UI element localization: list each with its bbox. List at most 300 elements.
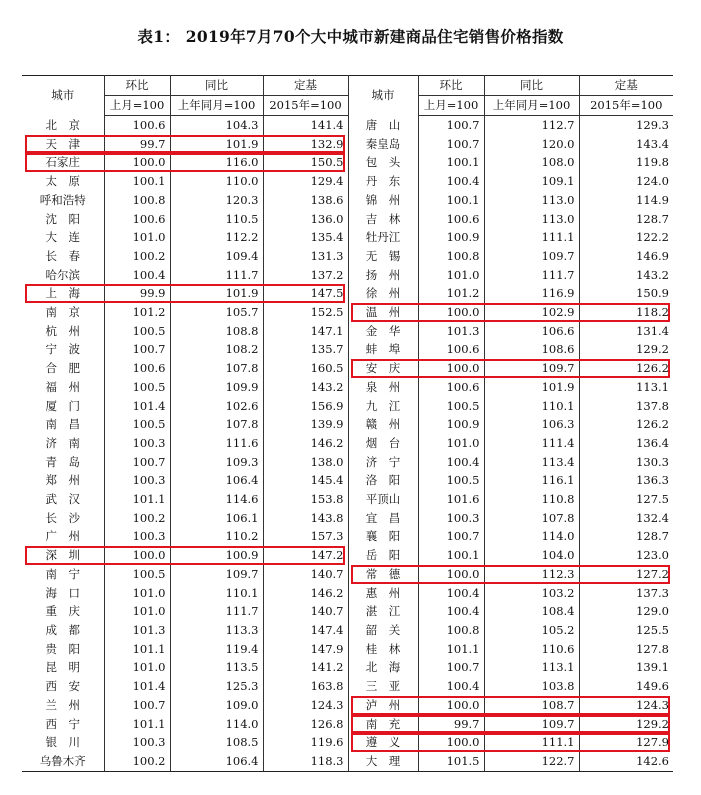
yoy-cell-right: 102.9 [484, 303, 579, 322]
fixed-cell-left: 141.2 [263, 658, 348, 677]
city-cell-right: 岳 阳 [348, 546, 418, 565]
mom-cell-right: 100.8 [418, 247, 484, 266]
mom-cell-left: 101.0 [104, 602, 170, 621]
table-row [22, 490, 673, 509]
fixed-cell-right: 114.9 [636, 192, 669, 207]
yoy-cell-left: 107.8 [170, 359, 263, 378]
fixed-cell-left: 163.8 [263, 677, 348, 696]
header-yoy-left: 同比 [170, 76, 263, 96]
subheader-mom-left: 上月=100 [104, 96, 170, 116]
table-row [22, 658, 673, 677]
mom-cell-left: 100.7 [104, 340, 170, 359]
city-cell-left: 宁 波 [22, 340, 104, 359]
mom-cell-left: 100.2 [104, 247, 170, 266]
table-row [22, 752, 673, 771]
fixed-cell-right: 139.1 [636, 660, 669, 675]
city-cell-left: 海 口 [22, 584, 104, 603]
city-cell-left: 石家庄 [22, 153, 104, 172]
mom-cell-left: 100.6 [104, 359, 170, 378]
yoy-cell-left: 113.5 [170, 658, 263, 677]
mom-cell-right: 101.6 [418, 490, 484, 509]
yoy-cell-left: 105.7 [170, 303, 263, 322]
fixed-cell-left: 126.8 [263, 715, 348, 734]
mom-cell-right: 101.0 [418, 434, 484, 453]
city-cell-left: 沈 阳 [22, 210, 104, 229]
yoy-cell-left: 109.4 [170, 247, 263, 266]
table-row [22, 266, 673, 285]
table-row [22, 359, 673, 378]
subheader-yoy-right: 上年同月=100 [484, 96, 579, 116]
city-cell-left: 南 宁 [22, 565, 104, 584]
mom-cell-right: 100.7 [418, 658, 484, 677]
yoy-cell-right: 101.9 [484, 378, 579, 397]
fixed-cell-left: 129.4 [263, 172, 348, 191]
city-cell-right: 牡丹江 [348, 228, 418, 247]
fixed-cell-left: 131.3 [263, 247, 348, 266]
yoy-cell-left: 109.0 [170, 696, 263, 715]
yoy-cell-left: 111.7 [170, 602, 263, 621]
yoy-cell-left: 114.0 [170, 715, 263, 734]
mom-cell-right: 100.7 [418, 527, 484, 546]
subheader-yoy-left: 上年同月=100 [170, 96, 263, 116]
fixed-cell-left: 132.9 [263, 135, 348, 154]
city-cell-left: 南 昌 [22, 415, 104, 434]
mom-cell-right: 101.2 [418, 284, 484, 303]
city-cell-right: 金 华 [348, 322, 418, 341]
yoy-cell-right: 109.7 [484, 247, 579, 266]
mom-cell-left: 100.6 [104, 116, 170, 135]
city-cell-left: 太 原 [22, 172, 104, 191]
mom-cell-left: 101.4 [104, 677, 170, 696]
mom-cell-right: 100.4 [418, 602, 484, 621]
mom-cell-right: 100.4 [418, 677, 484, 696]
yoy-cell-right: 103.2 [484, 584, 579, 603]
city-cell-left: 广 州 [22, 527, 104, 546]
yoy-cell-left: 109.7 [170, 565, 263, 584]
fixed-cell-right: 122.2 [636, 230, 669, 245]
table-row [22, 696, 673, 715]
yoy-cell-left: 108.8 [170, 322, 263, 341]
mom-cell-right: 100.5 [418, 397, 484, 416]
city-cell-right: 扬 州 [348, 266, 418, 285]
yoy-cell-right: 112.7 [484, 116, 579, 135]
table-row [22, 172, 673, 191]
fixed-cell-right: 129.2 [636, 342, 669, 357]
yoy-cell-left: 102.6 [170, 397, 263, 416]
fixed-cell-left: 147.1 [263, 322, 348, 341]
yoy-cell-right: 113.1 [484, 658, 579, 677]
mom-cell-left: 100.5 [104, 378, 170, 397]
table-row [22, 303, 673, 322]
yoy-cell-left: 116.0 [170, 153, 263, 172]
mom-cell-left: 100.2 [104, 752, 170, 771]
mom-cell-left: 101.1 [104, 715, 170, 734]
fixed-cell-right: 119.8 [636, 155, 669, 170]
city-cell-left: 杭 州 [22, 322, 104, 341]
fixed-cell-left: 140.7 [263, 602, 348, 621]
fixed-cell-right: 123.0 [636, 548, 669, 563]
yoy-cell-right: 111.1 [484, 228, 579, 247]
mom-cell-left: 101.2 [104, 303, 170, 322]
fixed-cell-right: 149.6 [636, 679, 669, 694]
mom-cell-left: 100.4 [104, 266, 170, 285]
mom-cell-right: 100.7 [418, 116, 484, 135]
yoy-cell-right: 108.4 [484, 602, 579, 621]
city-cell-left: 济 南 [22, 434, 104, 453]
fixed-cell-left: 152.5 [263, 303, 348, 322]
city-cell-right: 三 亚 [348, 677, 418, 696]
fixed-cell-right: 131.4 [636, 323, 669, 338]
table-row [22, 340, 673, 359]
header-row [22, 76, 673, 96]
fixed-cell-right: 127.5 [636, 492, 669, 507]
yoy-cell-left: 111.6 [170, 434, 263, 453]
fixed-cell-right: 127.8 [636, 641, 669, 656]
table-row [22, 322, 673, 341]
fixed-cell-right: 136.3 [636, 473, 669, 488]
yoy-cell-right: 110.1 [484, 397, 579, 416]
city-cell-right: 韶 关 [348, 621, 418, 640]
yoy-cell-right: 108.7 [484, 696, 579, 715]
city-cell-left: 呼和浩特 [22, 191, 104, 210]
mom-cell-right: 100.4 [418, 172, 484, 191]
fixed-cell-left: 140.7 [263, 565, 348, 584]
mom-cell-right: 100.7 [418, 135, 484, 154]
yoy-cell-left: 110.2 [170, 527, 263, 546]
city-cell-right: 南 充 [348, 715, 418, 734]
mom-cell-left: 101.1 [104, 640, 170, 659]
yoy-cell-left: 101.9 [170, 284, 263, 303]
mom-cell-right: 99.7 [418, 715, 484, 734]
table-row [22, 584, 673, 603]
mom-cell-left: 100.3 [104, 471, 170, 490]
yoy-cell-left: 108.2 [170, 340, 263, 359]
fixed-cell-left: 147.9 [263, 640, 348, 659]
yoy-cell-right: 113.0 [484, 210, 579, 229]
fixed-cell-right: 136.4 [636, 435, 669, 450]
price-index-table [22, 75, 673, 772]
table-row [22, 527, 673, 546]
city-cell-left: 银 川 [22, 733, 104, 752]
fixed-cell-left: 118.3 [263, 752, 348, 771]
mom-cell-left: 101.0 [104, 228, 170, 247]
fixed-cell-left: 143.2 [263, 378, 348, 397]
table-row [22, 509, 673, 528]
city-cell-left: 兰 州 [22, 696, 104, 715]
city-cell-right: 惠 州 [348, 584, 418, 603]
fixed-cell-right: 137.3 [636, 585, 669, 600]
fixed-cell-left: 124.3 [263, 696, 348, 715]
city-cell-right: 常 德 [348, 565, 418, 584]
yoy-cell-right: 122.7 [484, 752, 579, 771]
yoy-cell-right: 113.4 [484, 453, 579, 472]
table-row [22, 565, 673, 584]
fixed-cell-left: 160.5 [263, 359, 348, 378]
fixed-cell-left: 138.6 [263, 191, 348, 210]
table-row [22, 453, 673, 472]
yoy-cell-left: 110.0 [170, 172, 263, 191]
mom-cell-left: 101.3 [104, 621, 170, 640]
yoy-cell-right: 114.0 [484, 527, 579, 546]
yoy-cell-right: 109.7 [484, 715, 579, 734]
mom-cell-right: 100.0 [418, 696, 484, 715]
yoy-cell-left: 106.4 [170, 752, 263, 771]
mom-cell-left: 101.0 [104, 658, 170, 677]
header-mom-left: 环比 [104, 76, 170, 96]
city-cell-right: 烟 台 [348, 434, 418, 453]
fixed-cell-left: 146.2 [263, 434, 348, 453]
city-cell-right: 襄 阳 [348, 527, 418, 546]
yoy-cell-left: 106.1 [170, 509, 263, 528]
city-cell-right: 徐 州 [348, 284, 418, 303]
fixed-cell-right: 113.1 [636, 379, 669, 394]
city-cell-left: 南 京 [22, 303, 104, 322]
city-cell-left: 福 州 [22, 378, 104, 397]
table-row [22, 621, 673, 640]
mom-cell-left: 100.3 [104, 527, 170, 546]
mom-cell-right: 100.1 [418, 546, 484, 565]
mom-cell-right: 101.0 [418, 266, 484, 285]
mom-cell-left: 100.5 [104, 415, 170, 434]
header-fixed-left: 定基 [263, 76, 348, 96]
yoy-cell-right: 109.7 [484, 359, 579, 378]
mom-cell-left: 101.4 [104, 397, 170, 416]
header-city-right: 城市 [348, 76, 418, 116]
city-cell-right: 遵 义 [348, 733, 418, 752]
mom-cell-right: 100.1 [418, 191, 484, 210]
fixed-cell-right: 129.3 [636, 118, 669, 132]
yoy-cell-left: 106.4 [170, 471, 263, 490]
mom-cell-right: 100.3 [418, 509, 484, 528]
fixed-cell-right: 129.2 [636, 716, 669, 731]
yoy-cell-right: 110.6 [484, 640, 579, 659]
city-cell-left: 乌鲁木齐 [22, 752, 104, 771]
fixed-cell-left: 136.0 [263, 210, 348, 229]
table-row [22, 228, 673, 247]
mom-cell-left: 100.5 [104, 565, 170, 584]
yoy-cell-right: 109.1 [484, 172, 579, 191]
fixed-cell-right: 125.5 [636, 622, 669, 637]
fixed-cell-right: 118.2 [636, 305, 669, 320]
fixed-cell-left: 145.4 [263, 471, 348, 490]
fixed-cell-left: 156.9 [263, 397, 348, 416]
fixed-cell-left: 137.2 [263, 266, 348, 285]
yoy-cell-right: 111.4 [484, 434, 579, 453]
fixed-cell-right: 132.4 [636, 510, 669, 525]
subheader-fixed-left: 2015年=100 [263, 96, 348, 116]
yoy-cell-right: 105.2 [484, 621, 579, 640]
city-cell-right: 济 宁 [348, 453, 418, 472]
city-cell-right: 无 锡 [348, 247, 418, 266]
city-cell-right: 北 海 [348, 658, 418, 677]
fixed-cell-right: 143.4 [636, 136, 669, 151]
yoy-cell-left: 109.9 [170, 378, 263, 397]
city-cell-left: 天 津 [22, 135, 104, 154]
city-cell-left: 长 春 [22, 247, 104, 266]
fixed-cell-right: 130.3 [636, 454, 669, 469]
yoy-cell-left: 114.6 [170, 490, 263, 509]
city-cell-left: 武 汉 [22, 490, 104, 509]
fixed-cell-right: 137.8 [636, 398, 669, 413]
yoy-cell-right: 112.3 [484, 565, 579, 584]
table-row [22, 471, 673, 490]
mom-cell-right: 100.0 [418, 359, 484, 378]
table-row [22, 640, 673, 659]
yoy-cell-left: 125.3 [170, 677, 263, 696]
yoy-cell-right: 103.8 [484, 677, 579, 696]
mom-cell-right: 100.0 [418, 303, 484, 322]
table-row [22, 415, 673, 434]
subheader-fixed-right: 2015年=100 [579, 96, 673, 116]
fixed-cell-left: 138.0 [263, 453, 348, 472]
mom-cell-left: 100.0 [104, 546, 170, 565]
mom-cell-right: 100.6 [418, 210, 484, 229]
city-cell-right: 蚌 埠 [348, 340, 418, 359]
yoy-cell-left: 120.3 [170, 191, 263, 210]
fixed-cell-right: 143.2 [636, 267, 669, 282]
fixed-cell-right: 126.2 [636, 361, 669, 376]
table-row [22, 397, 673, 416]
fixed-cell-left: 139.9 [263, 415, 348, 434]
fixed-cell-right: 128.7 [636, 529, 669, 544]
fixed-cell-right: 126.2 [636, 417, 669, 432]
yoy-cell-left: 111.7 [170, 266, 263, 285]
city-cell-left: 厦 门 [22, 397, 104, 416]
city-cell-left: 贵 阳 [22, 640, 104, 659]
mom-cell-right: 100.1 [418, 153, 484, 172]
fixed-cell-left: 150.5 [263, 153, 348, 172]
city-cell-right: 大 理 [348, 752, 418, 771]
table-row [22, 434, 673, 453]
table-row [22, 191, 673, 210]
fixed-cell-right: 128.7 [636, 211, 669, 226]
city-cell-left: 成 都 [22, 621, 104, 640]
city-cell-right: 丹 东 [348, 172, 418, 191]
mom-cell-right: 100.0 [418, 733, 484, 752]
fixed-cell-right: 146.9 [636, 248, 669, 263]
mom-cell-right: 100.4 [418, 584, 484, 603]
city-cell-right: 湛 江 [348, 602, 418, 621]
table-row [22, 153, 673, 172]
city-cell-right: 包 头 [348, 153, 418, 172]
city-cell-right: 洛 阳 [348, 471, 418, 490]
fixed-cell-left: 119.6 [263, 733, 348, 752]
city-cell-right: 安 庆 [348, 359, 418, 378]
fixed-cell-right: 127.2 [636, 566, 669, 581]
table-row [22, 247, 673, 266]
table-row [22, 378, 673, 397]
mom-cell-left: 100.8 [104, 191, 170, 210]
fixed-cell-right: 129.0 [636, 604, 669, 619]
mom-cell-right: 100.6 [418, 378, 484, 397]
yoy-cell-left: 100.9 [170, 546, 263, 565]
city-cell-right: 泉 州 [348, 378, 418, 397]
mom-cell-right: 100.0 [418, 565, 484, 584]
mom-cell-right: 101.1 [418, 640, 484, 659]
header-yoy-right: 同比 [484, 76, 579, 96]
yoy-cell-right: 116.9 [484, 284, 579, 303]
city-cell-right: 锦 州 [348, 191, 418, 210]
yoy-cell-right: 111.7 [484, 266, 579, 285]
city-cell-left: 西 宁 [22, 715, 104, 734]
yoy-cell-left: 112.2 [170, 228, 263, 247]
table-row [22, 733, 673, 752]
city-cell-left: 合 肥 [22, 359, 104, 378]
table-row [22, 135, 673, 154]
fixed-cell-right: 124.3 [636, 697, 669, 712]
yoy-cell-right: 116.1 [484, 471, 579, 490]
city-cell-left: 北 京 [22, 116, 104, 135]
city-cell-right: 泸 州 [348, 696, 418, 715]
mom-cell-right: 100.5 [418, 471, 484, 490]
city-cell-left: 深 圳 [22, 546, 104, 565]
yoy-cell-right: 111.1 [484, 733, 579, 752]
mom-cell-left: 100.5 [104, 322, 170, 341]
fixed-cell-right: 124.0 [636, 174, 669, 189]
subheader-mom-right: 上月=100 [418, 96, 484, 116]
fixed-cell-left: 147.5 [263, 284, 348, 303]
fixed-cell-left: 141.4 [263, 116, 348, 135]
mom-cell-left: 101.1 [104, 490, 170, 509]
fixed-cell-left: 147.4 [263, 621, 348, 640]
mom-cell-left: 100.3 [104, 434, 170, 453]
table-row [22, 116, 673, 135]
mom-cell-right: 100.6 [418, 340, 484, 359]
fixed-cell-left: 157.3 [263, 527, 348, 546]
subheader-row [22, 96, 673, 116]
yoy-cell-left: 109.3 [170, 453, 263, 472]
header-fixed-right: 定基 [579, 76, 673, 96]
city-cell-right: 唐 山 [348, 116, 418, 135]
city-cell-left: 郑 州 [22, 471, 104, 490]
yoy-cell-right: 104.0 [484, 546, 579, 565]
mom-cell-left: 100.7 [104, 453, 170, 472]
yoy-cell-right: 113.0 [484, 191, 579, 210]
yoy-cell-right: 108.6 [484, 340, 579, 359]
city-cell-left: 哈尔滨 [22, 266, 104, 285]
table-title: 表1： 2019年7月70个大中城市新建商品住宅销售价格指数 [137, 27, 564, 46]
mom-cell-left: 99.7 [104, 135, 170, 154]
yoy-cell-left: 110.5 [170, 210, 263, 229]
city-cell-right: 九 江 [348, 397, 418, 416]
fixed-cell-left: 147.2 [263, 546, 348, 565]
city-cell-right: 秦皇岛 [348, 135, 418, 154]
city-cell-left: 长 沙 [22, 509, 104, 528]
city-cell-right: 桂 林 [348, 640, 418, 659]
yoy-cell-right: 120.0 [484, 135, 579, 154]
city-cell-left: 重 庆 [22, 602, 104, 621]
mom-cell-right: 100.9 [418, 415, 484, 434]
mom-cell-left: 100.0 [104, 153, 170, 172]
table-row [22, 715, 673, 734]
fixed-cell-left: 143.8 [263, 509, 348, 528]
mom-cell-right: 100.9 [418, 228, 484, 247]
header-mom-right: 环比 [418, 76, 484, 96]
fixed-cell-right: 127.9 [636, 735, 669, 750]
table-row [22, 677, 673, 696]
yoy-cell-left: 104.3 [170, 116, 263, 135]
fixed-cell-right: 150.9 [636, 286, 669, 301]
yoy-cell-right: 106.6 [484, 322, 579, 341]
mom-cell-left: 100.6 [104, 210, 170, 229]
mom-cell-right: 101.5 [418, 752, 484, 771]
yoy-cell-right: 106.3 [484, 415, 579, 434]
city-cell-right: 赣 州 [348, 415, 418, 434]
city-cell-right: 吉 林 [348, 210, 418, 229]
table-row [22, 602, 673, 621]
city-cell-left: 青 岛 [22, 453, 104, 472]
yoy-cell-right: 110.8 [484, 490, 579, 509]
